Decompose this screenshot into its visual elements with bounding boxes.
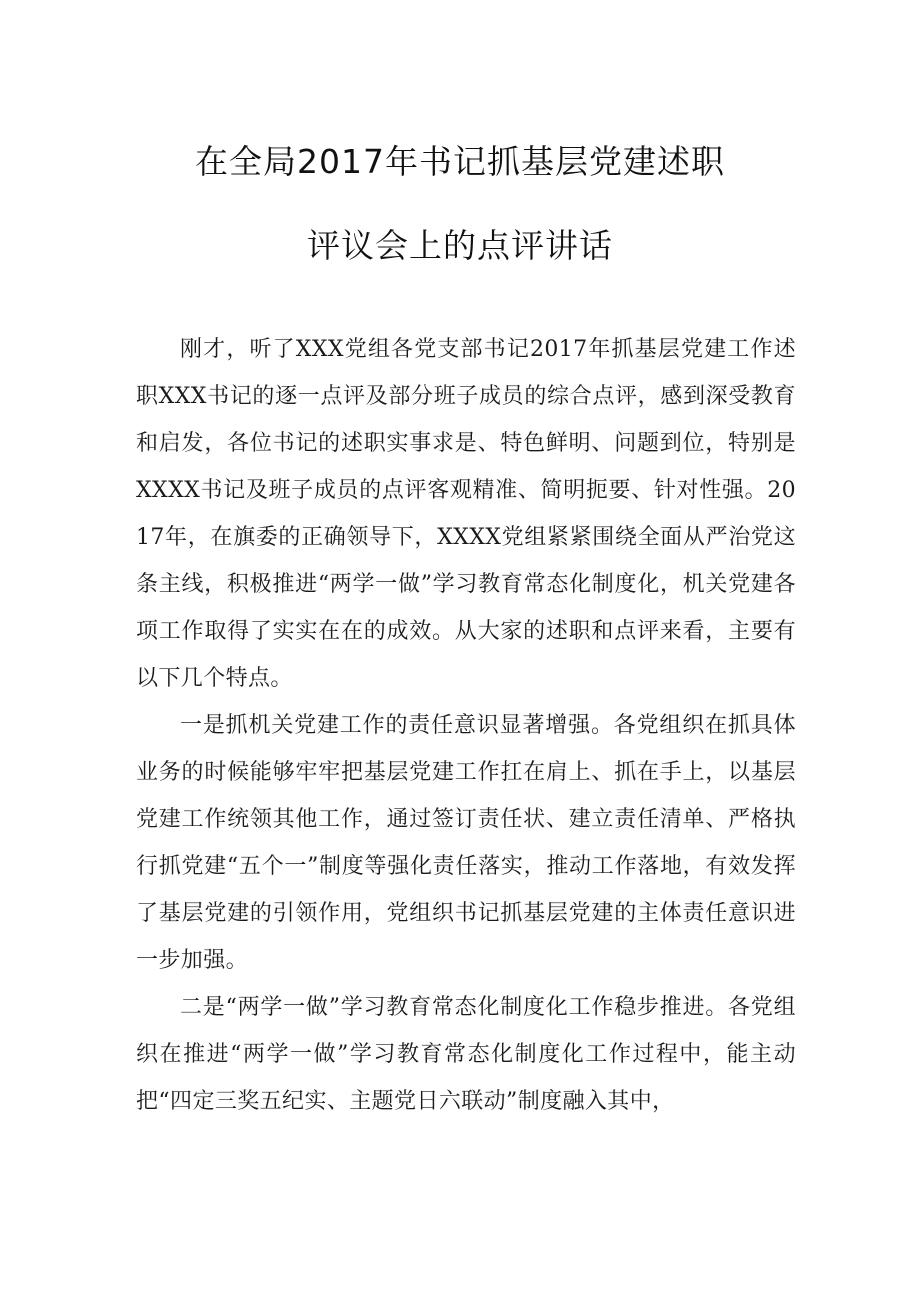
document-title-line-2: 评议会上的点评讲话 <box>307 226 613 265</box>
document-body <box>136 326 796 1125</box>
document-title-line-1: 在全局2017年书记抓基层党建述职 <box>195 142 725 181</box>
body-paragraph-3: 二是“两学一做”学习教育常态化制度化工作稳步推进。各党组织在推进“两学一做”学习教育常态化制度化工作过程中，能主动把“四定三奖五纪实、主题党日六联动”制度融入其中， <box>136 995 796 1114</box>
body-paragraph-1: 刚才，听了XXX党组各党支部书记2017年抓基层党建工作述职XXX书记的逐一点评及部分班子成员的综合点评，感到深受教育和启发，各位书记的述职实事求是、特色鲜明、问题到位，特别是XXXX书记及班子成员的点评客观精准、简明扼要、针对性强。2017年，在旗委的正确领导下，XXXX党组紧紧围绕全面从严治党这条主线，积极推进“两学一做”学习教育常态化制度化，机关党建各项工作取得了实实在在的成效。从大家的述职和点评来看，主要有以下几个特点。 <box>136 337 796 691</box>
body-paragraph-2: 一是抓机关党建工作的责任意识显著增强。各党组织在抓具体业务的时候能够牢牢把基层党建工作扛在肩上、抓在手上，以基层党建工作统领其他工作，通过签订责任状、建立责任清单、严格执行抓党建“五个一”制度等强化责任落实，推动工作落地，有效发挥了基层党建的引领作用，党组织书记抓基层党建的主体责任意识进一步加强。 <box>136 713 796 973</box>
